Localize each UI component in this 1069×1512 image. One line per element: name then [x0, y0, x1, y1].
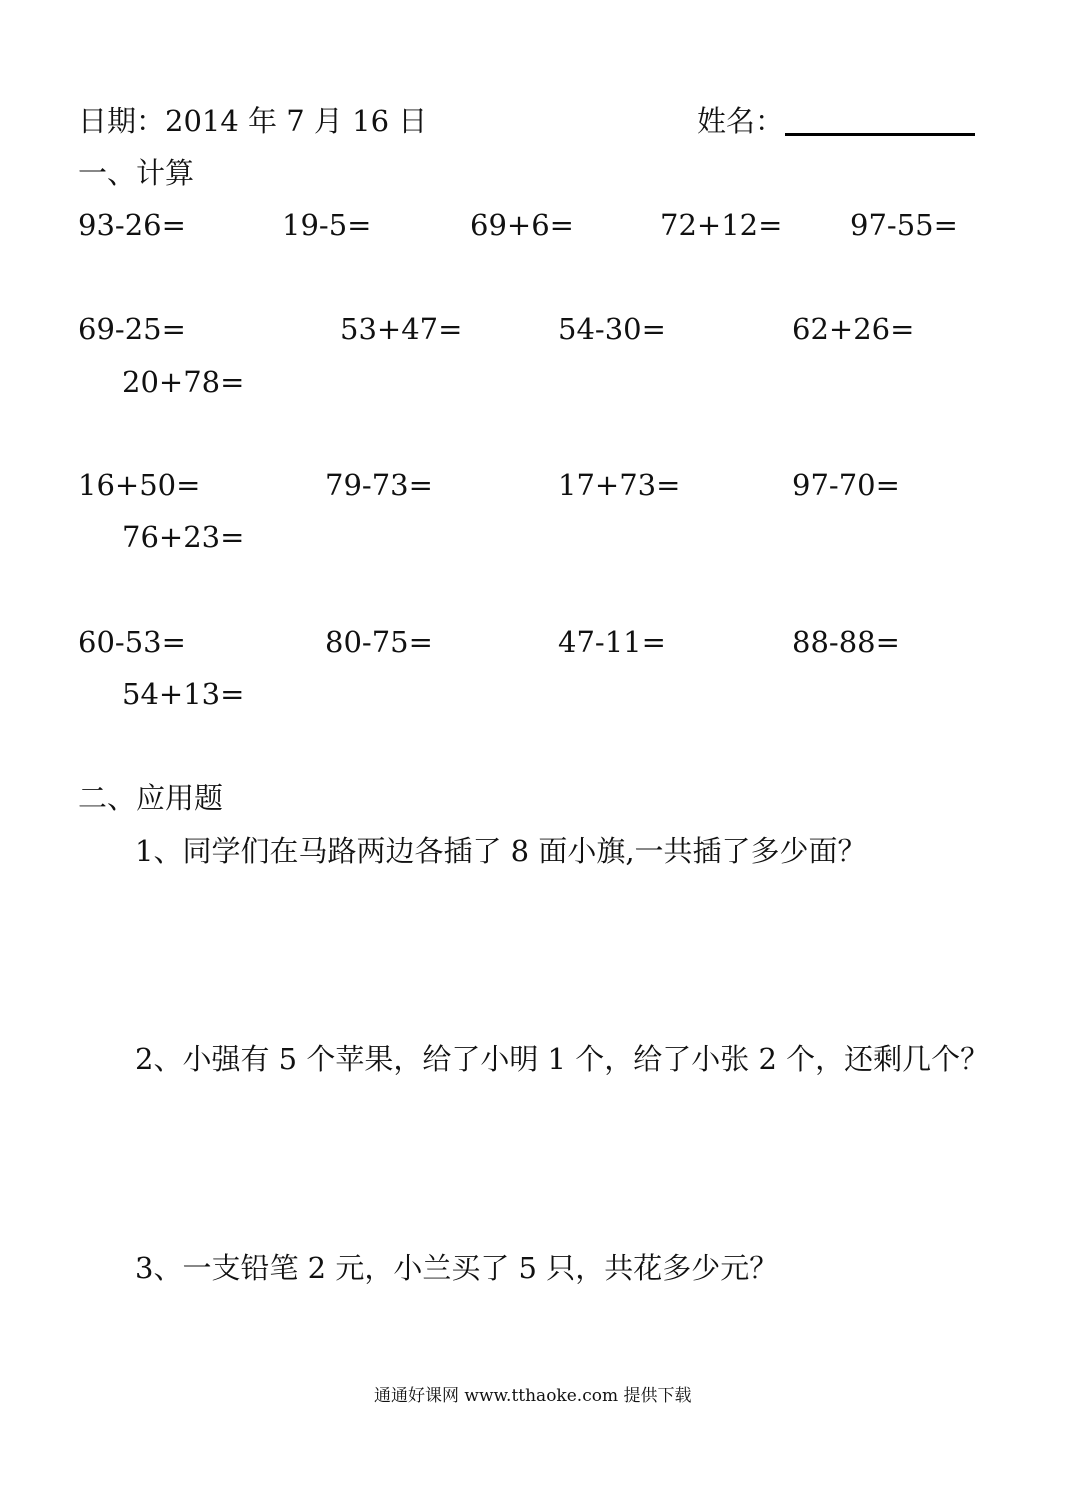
- problem: 69+6=: [470, 208, 574, 242]
- problem: 79-73=: [325, 468, 433, 502]
- problem: 97-55=: [850, 208, 958, 242]
- problem: 76+23=: [122, 520, 245, 554]
- problem: 47-11=: [558, 625, 666, 659]
- problem: 53+47=: [340, 312, 463, 346]
- problem: 60-53=: [78, 625, 186, 659]
- date-line: 日期：2014 年 7 月 16 日: [78, 104, 428, 138]
- problem: 54-30=: [558, 312, 666, 346]
- word-problem: 1、同学们在马路两边各插了 8 面小旗,一共插了多少面？: [135, 834, 867, 868]
- problem: 54+13=: [122, 677, 245, 711]
- problem: 17+73=: [558, 468, 681, 502]
- name-label: 姓名：: [697, 104, 785, 138]
- problem: 20+78=: [122, 365, 245, 399]
- problem: 72+12=: [660, 208, 783, 242]
- problem: 62+26=: [792, 312, 915, 346]
- name-blank-line[interactable]: [785, 133, 975, 136]
- problem: 97-70=: [792, 468, 900, 502]
- word-problem: 3、一支铅笔 2 元，小兰买了 5 只，共花多少元？: [135, 1251, 779, 1285]
- problem: 16+50=: [78, 468, 201, 502]
- problem: 93-26=: [78, 208, 186, 242]
- word-problem: 2、小强有 5 个苹果，给了小明 1 个，给了小张 2 个，还剩几个？: [135, 1042, 990, 1076]
- problem: 80-75=: [325, 625, 433, 659]
- footer-source: 通通好课网 www.tthaoke.com 提供下载: [374, 1386, 692, 1406]
- section-title-calculation: 一、计算: [78, 156, 195, 190]
- section-title-word-problems: 二、应用题: [78, 781, 224, 815]
- problem: 69-25=: [78, 312, 186, 346]
- problem: 19-5=: [282, 208, 372, 242]
- problem: 88-88=: [792, 625, 900, 659]
